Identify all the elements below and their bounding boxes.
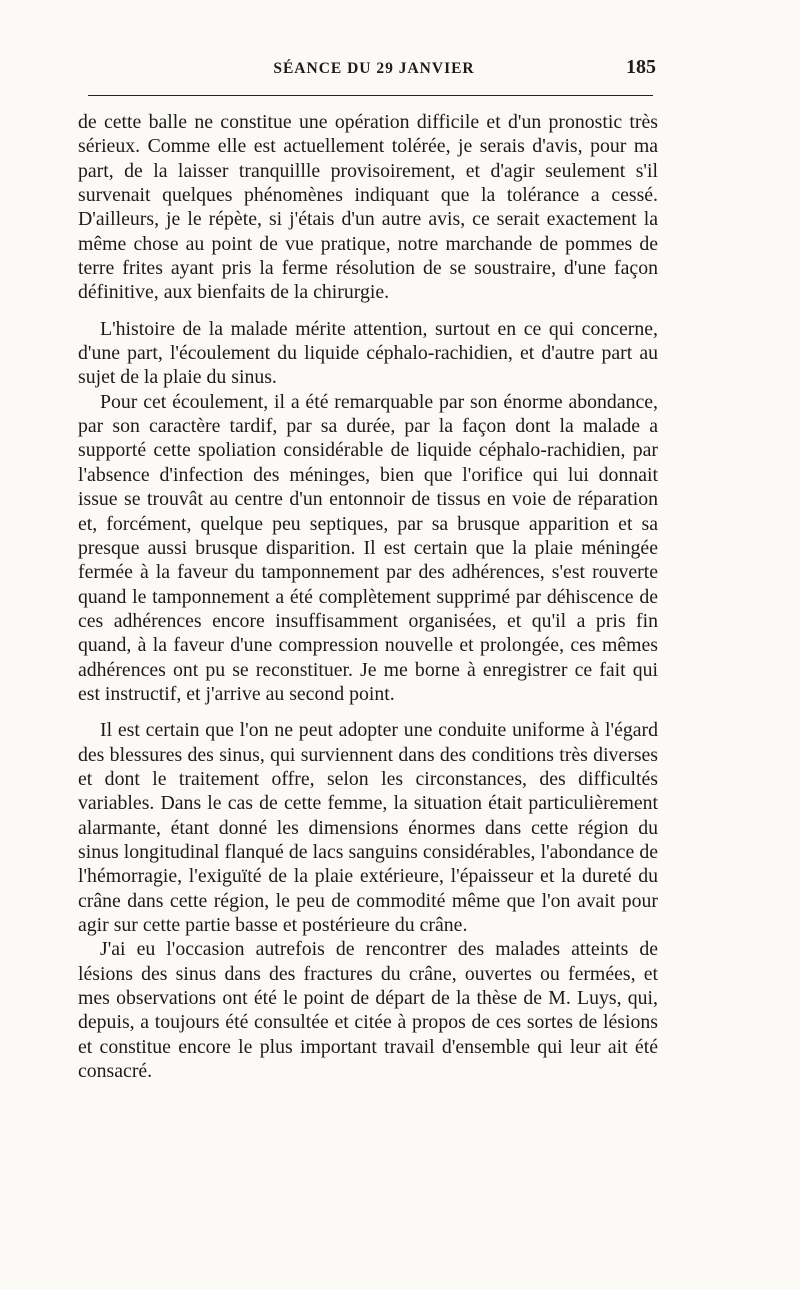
paragraph-continuation: de cette balle ne constitue une opération difficile et d'un pronostic très sérieux. Comme elle est actuellement tolérée, je serais d'avis, pour ma part, de la laisser tranquillle provisoirement, et d'agir seulement s'il survenait quelques phénomènes indiquant que la tolérance a cessé. D'ailleurs, je le répète, si j'étais d'un autre avis, ce serait exactement la même chose au point de vue pratique, notre marchande de pommes de terre frites ayant pris la ferme résolution de se soustraire, d'une façon définitive, aux bienfaits de la chirurgie.	[78, 111, 658, 304]
header-rule	[88, 95, 653, 96]
running-head	[88, 56, 660, 86]
paragraph-sinus-wounds: Il est certain que l'on ne peut adopter une conduite uniforme à l'égard des blessures des sinus, qui surviennent dans des conditions très diverses et dont le traitement offre, selon les circonstances, des difficultés variables. Dans le cas de cette femme, la situation était particulièrement alarmante, étant donné les dimensions énormes dans cette région du sinus longitudinal flanqué de lacs sanguins considérables, l'abondance de l'hémorragie, l'exiguïté de la plaie extérieure, l'épaisseur et la dureté du crâne dans cette région, le peu de commodité même que l'on avait pour agir sur cette partie basse et postérieure du crâne.	[78, 719, 658, 936]
page-number: 185	[626, 56, 656, 78]
paragraph-prior-observations: J'ai eu l'occasion autrefois de rencontrer des malades atteints de lésions des sinus dans des fractures du crâne, ouvertes ou fermées, et mes observations ont été le point de départ de la thèse de M. Luys, qui, depuis, a toujours été consultée et citée à propos de ces sortes de lésions et constitue encore le plus important travail d'ensemble qui leur ait été consacré.	[78, 938, 658, 1083]
paragraph-history: L'histoire de la malade mérite attention, surtout en ce qui concerne, d'une part, l'écoulement du liquide céphalo-rachidien, et d'autre part au sujet de la plaie du sinus.	[78, 317, 658, 389]
running-title: SÉANCE DU 29 JANVIER	[273, 60, 475, 77]
body-text	[78, 110, 658, 1083]
paragraph-csf-leak: Pour cet écoulement, il a été remarquable par son énorme abondance, par son caractère tardif, par sa durée, par la façon dont la malade a supporté cette spoliation considérable de liquide céphalo-rachidien, par l'absence d'infection des méninges, bien que l'orifice qui lui donnait issue se trouvât au centre d'un entonnoir de tissus en voie de réparation et, forcément, quelque peu septiques, par sa brusque apparition et sa presque aussi brusque disparition. Il est certain que la plaie méningée fermée à la faveur du tamponnement par des adhérences, s'est rouverte quand le tamponnement a été complètement supprimé par déhiscence de ces adhérences encore insuffisamment organisées, et qu'il a pris fin quand, à la faveur d'une compression nouvelle et prolongée, ces mêmes adhérences ont pu se reconstituer. Je me borne à enregistrer ce fait qui est instructif, et j'arrive au second point.	[78, 390, 658, 705]
